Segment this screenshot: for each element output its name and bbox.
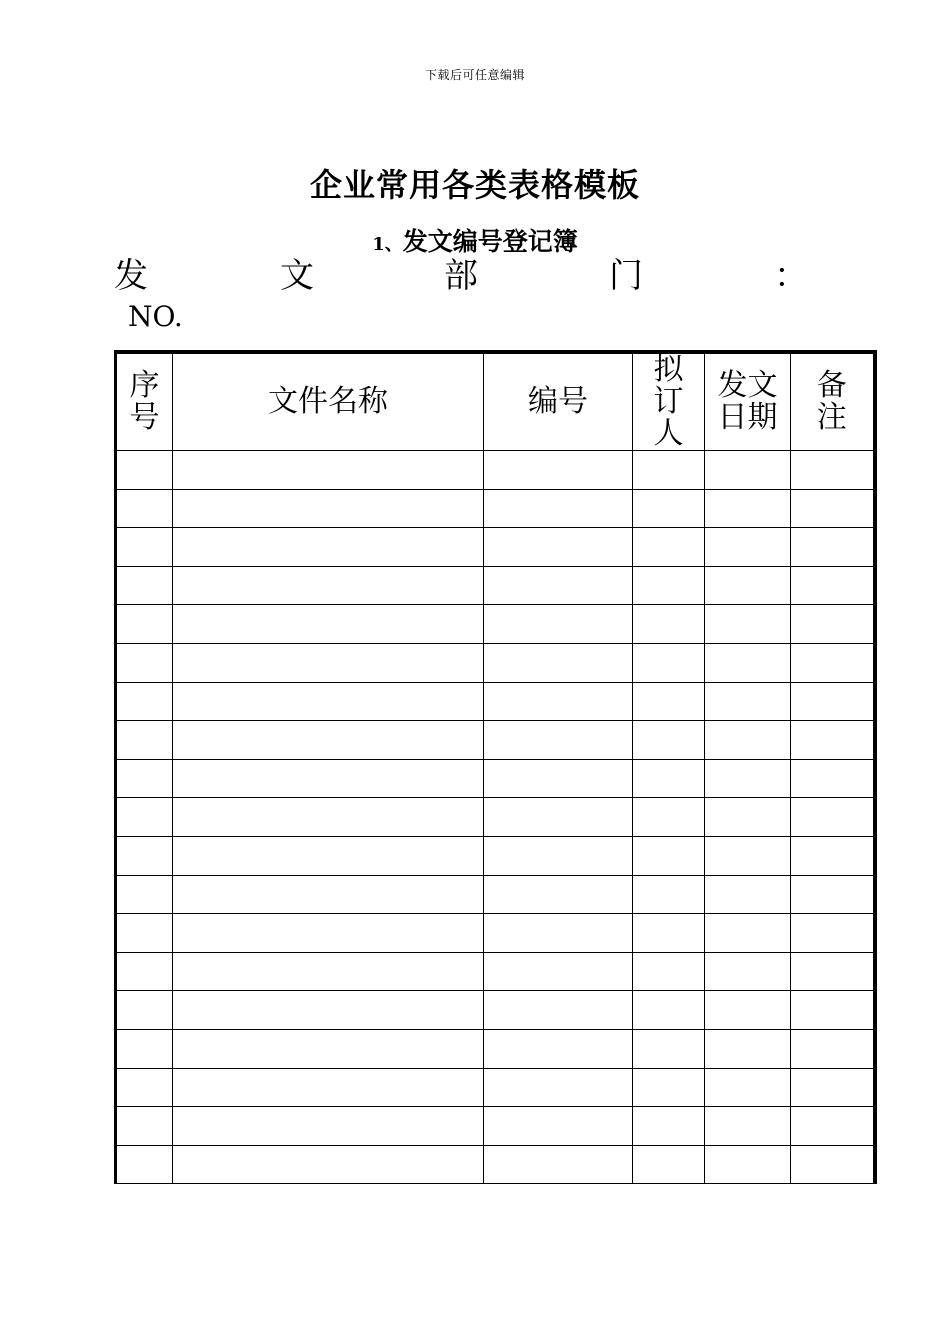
cell-number[interactable] [484,914,633,953]
cell-file-name[interactable] [173,914,484,953]
cell-drafter[interactable] [633,952,705,991]
cell-file-name[interactable] [173,1145,484,1184]
cell-drafter[interactable] [633,1068,705,1107]
cell-file-name[interactable] [173,952,484,991]
cell-issue-date[interactable] [705,914,791,953]
cell-remarks[interactable] [791,952,875,991]
cell-number[interactable] [484,1145,633,1184]
cell-number[interactable] [484,489,633,528]
cell-drafter[interactable] [633,489,705,528]
cell-file-name[interactable] [173,798,484,837]
cell-number[interactable] [484,1029,633,1068]
cell-drafter[interactable] [633,605,705,644]
cell-file-name[interactable] [173,759,484,798]
cell-seq[interactable] [116,489,173,528]
cell-number[interactable] [484,605,633,644]
header-drafter: 拟订人 [633,352,705,451]
header-issue-date: 发文日期 [705,352,791,451]
dept-char-colon: ： [774,256,808,296]
header-file-name: 文件名称 [173,352,484,451]
cell-remarks[interactable] [791,991,875,1030]
cell-remarks[interactable] [791,489,875,528]
cell-seq[interactable] [116,798,173,837]
cell-remarks[interactable] [791,1107,875,1146]
cell-issue-date[interactable] [705,682,791,721]
cell-drafter[interactable] [633,528,705,567]
table-header-row [116,352,875,451]
cell-seq[interactable] [116,721,173,760]
cell-seq[interactable] [116,836,173,875]
cell-seq[interactable] [116,875,173,914]
dept-char-4: 门 [609,256,643,296]
cell-seq[interactable] [116,1107,173,1146]
cell-number[interactable] [484,566,633,605]
cell-file-name[interactable] [173,451,484,490]
subtitle-number: 1、 [372,234,403,255]
table-row [116,1029,875,1068]
dept-char-1: 发 [114,256,148,296]
cell-file-name[interactable] [173,682,484,721]
cell-file-name[interactable] [173,643,484,682]
cell-seq[interactable] [116,1068,173,1107]
dept-char-3: 部 [444,256,478,296]
cell-remarks[interactable] [791,643,875,682]
cell-issue-date[interactable] [705,952,791,991]
cell-seq[interactable] [116,605,173,644]
cell-issue-date[interactable] [705,566,791,605]
cell-file-name[interactable] [173,528,484,567]
cell-issue-date[interactable] [705,991,791,1030]
cell-drafter[interactable] [633,759,705,798]
cell-seq[interactable] [116,914,173,953]
table-row [116,451,875,490]
cell-issue-date[interactable] [705,489,791,528]
cell-file-name[interactable] [173,1029,484,1068]
header-number: 编号 [484,352,633,451]
cell-drafter[interactable] [633,682,705,721]
cell-number[interactable] [484,528,633,567]
cell-remarks[interactable] [791,721,875,760]
cell-number[interactable] [484,798,633,837]
cell-seq[interactable] [116,682,173,721]
cell-issue-date[interactable] [705,1107,791,1146]
cell-drafter[interactable] [633,914,705,953]
cell-issue-date[interactable] [705,643,791,682]
cell-number[interactable] [484,875,633,914]
cell-seq[interactable] [116,991,173,1030]
document-number-label: NO. [128,300,183,333]
cell-issue-date[interactable] [705,721,791,760]
issuing-department-line [114,248,808,296]
cell-remarks[interactable] [791,1029,875,1068]
cell-drafter[interactable] [633,991,705,1030]
cell-seq[interactable] [116,566,173,605]
cell-remarks[interactable] [791,605,875,644]
table-row [116,914,875,953]
table-row [116,528,875,567]
cell-issue-date[interactable] [705,605,791,644]
cell-seq[interactable] [116,451,173,490]
cell-remarks[interactable] [791,1145,875,1184]
cell-number[interactable] [484,721,633,760]
page-title: 企业常用各类表格模板 [309,166,640,204]
cell-issue-date[interactable] [705,759,791,798]
cell-file-name[interactable] [173,836,484,875]
cell-issue-date[interactable] [705,451,791,490]
table-row [116,798,875,837]
header-remarks: 备注 [791,352,875,451]
cell-file-name[interactable] [173,721,484,760]
table-body [116,451,875,1184]
cell-number[interactable] [484,836,633,875]
table-row [116,489,875,528]
cell-issue-date[interactable] [705,1068,791,1107]
cell-remarks[interactable] [791,1068,875,1107]
cell-number[interactable] [484,952,633,991]
table-row [116,721,875,760]
cell-number[interactable] [484,1068,633,1107]
table-row [116,682,875,721]
cell-remarks[interactable] [791,566,875,605]
cell-remarks[interactable] [791,682,875,721]
cell-remarks[interactable] [791,798,875,837]
cell-file-name[interactable] [173,489,484,528]
cell-file-name[interactable] [173,1068,484,1107]
register-table [114,350,877,1184]
cell-remarks[interactable] [791,759,875,798]
cell-file-name[interactable] [173,1107,484,1146]
cell-remarks[interactable] [791,875,875,914]
cell-drafter[interactable] [633,798,705,837]
cell-drafter[interactable] [633,566,705,605]
cell-remarks[interactable] [791,836,875,875]
cell-issue-date[interactable] [705,798,791,837]
cell-seq[interactable] [116,1029,173,1068]
cell-drafter[interactable] [633,1107,705,1146]
cell-drafter[interactable] [633,1029,705,1068]
cell-number[interactable] [484,451,633,490]
cell-seq[interactable] [116,1145,173,1184]
table-row [116,875,875,914]
cell-number[interactable] [484,682,633,721]
header-note: 下载后可任意编辑 [424,68,525,82]
cell-number[interactable] [484,1107,633,1146]
cell-remarks[interactable] [791,528,875,567]
table-row [116,991,875,1030]
cell-file-name[interactable] [173,991,484,1030]
cell-file-name[interactable] [173,875,484,914]
dept-char-2: 文 [280,256,314,296]
table-row [116,566,875,605]
table-row [116,759,875,798]
cell-drafter[interactable] [633,643,705,682]
cell-number[interactable] [484,643,633,682]
table-row [116,605,875,644]
cell-issue-date[interactable] [705,875,791,914]
cell-file-name[interactable] [173,605,484,644]
cell-drafter[interactable] [633,721,705,760]
cell-seq[interactable] [116,643,173,682]
cell-issue-date[interactable] [705,1145,791,1184]
table-row [116,643,875,682]
header-seq: 序号 [116,352,173,451]
cell-file-name[interactable] [173,566,484,605]
cell-issue-date[interactable] [705,836,791,875]
cell-issue-date[interactable] [705,1029,791,1068]
cell-seq[interactable] [116,759,173,798]
cell-seq[interactable] [116,952,173,991]
table-row [116,1068,875,1107]
cell-issue-date[interactable] [705,528,791,567]
cell-drafter[interactable] [633,451,705,490]
table-row [116,836,875,875]
table-row [116,952,875,991]
cell-number[interactable] [484,991,633,1030]
cell-drafter[interactable] [633,1145,705,1184]
cell-seq[interactable] [116,528,173,567]
table-row [116,1107,875,1146]
cell-remarks[interactable] [791,451,875,490]
cell-drafter[interactable] [633,836,705,875]
table-row [116,1145,875,1184]
subtitle-text: 发文编号登记簿 [402,227,578,256]
cell-drafter[interactable] [633,875,705,914]
cell-number[interactable] [484,759,633,798]
cell-remarks[interactable] [791,914,875,953]
